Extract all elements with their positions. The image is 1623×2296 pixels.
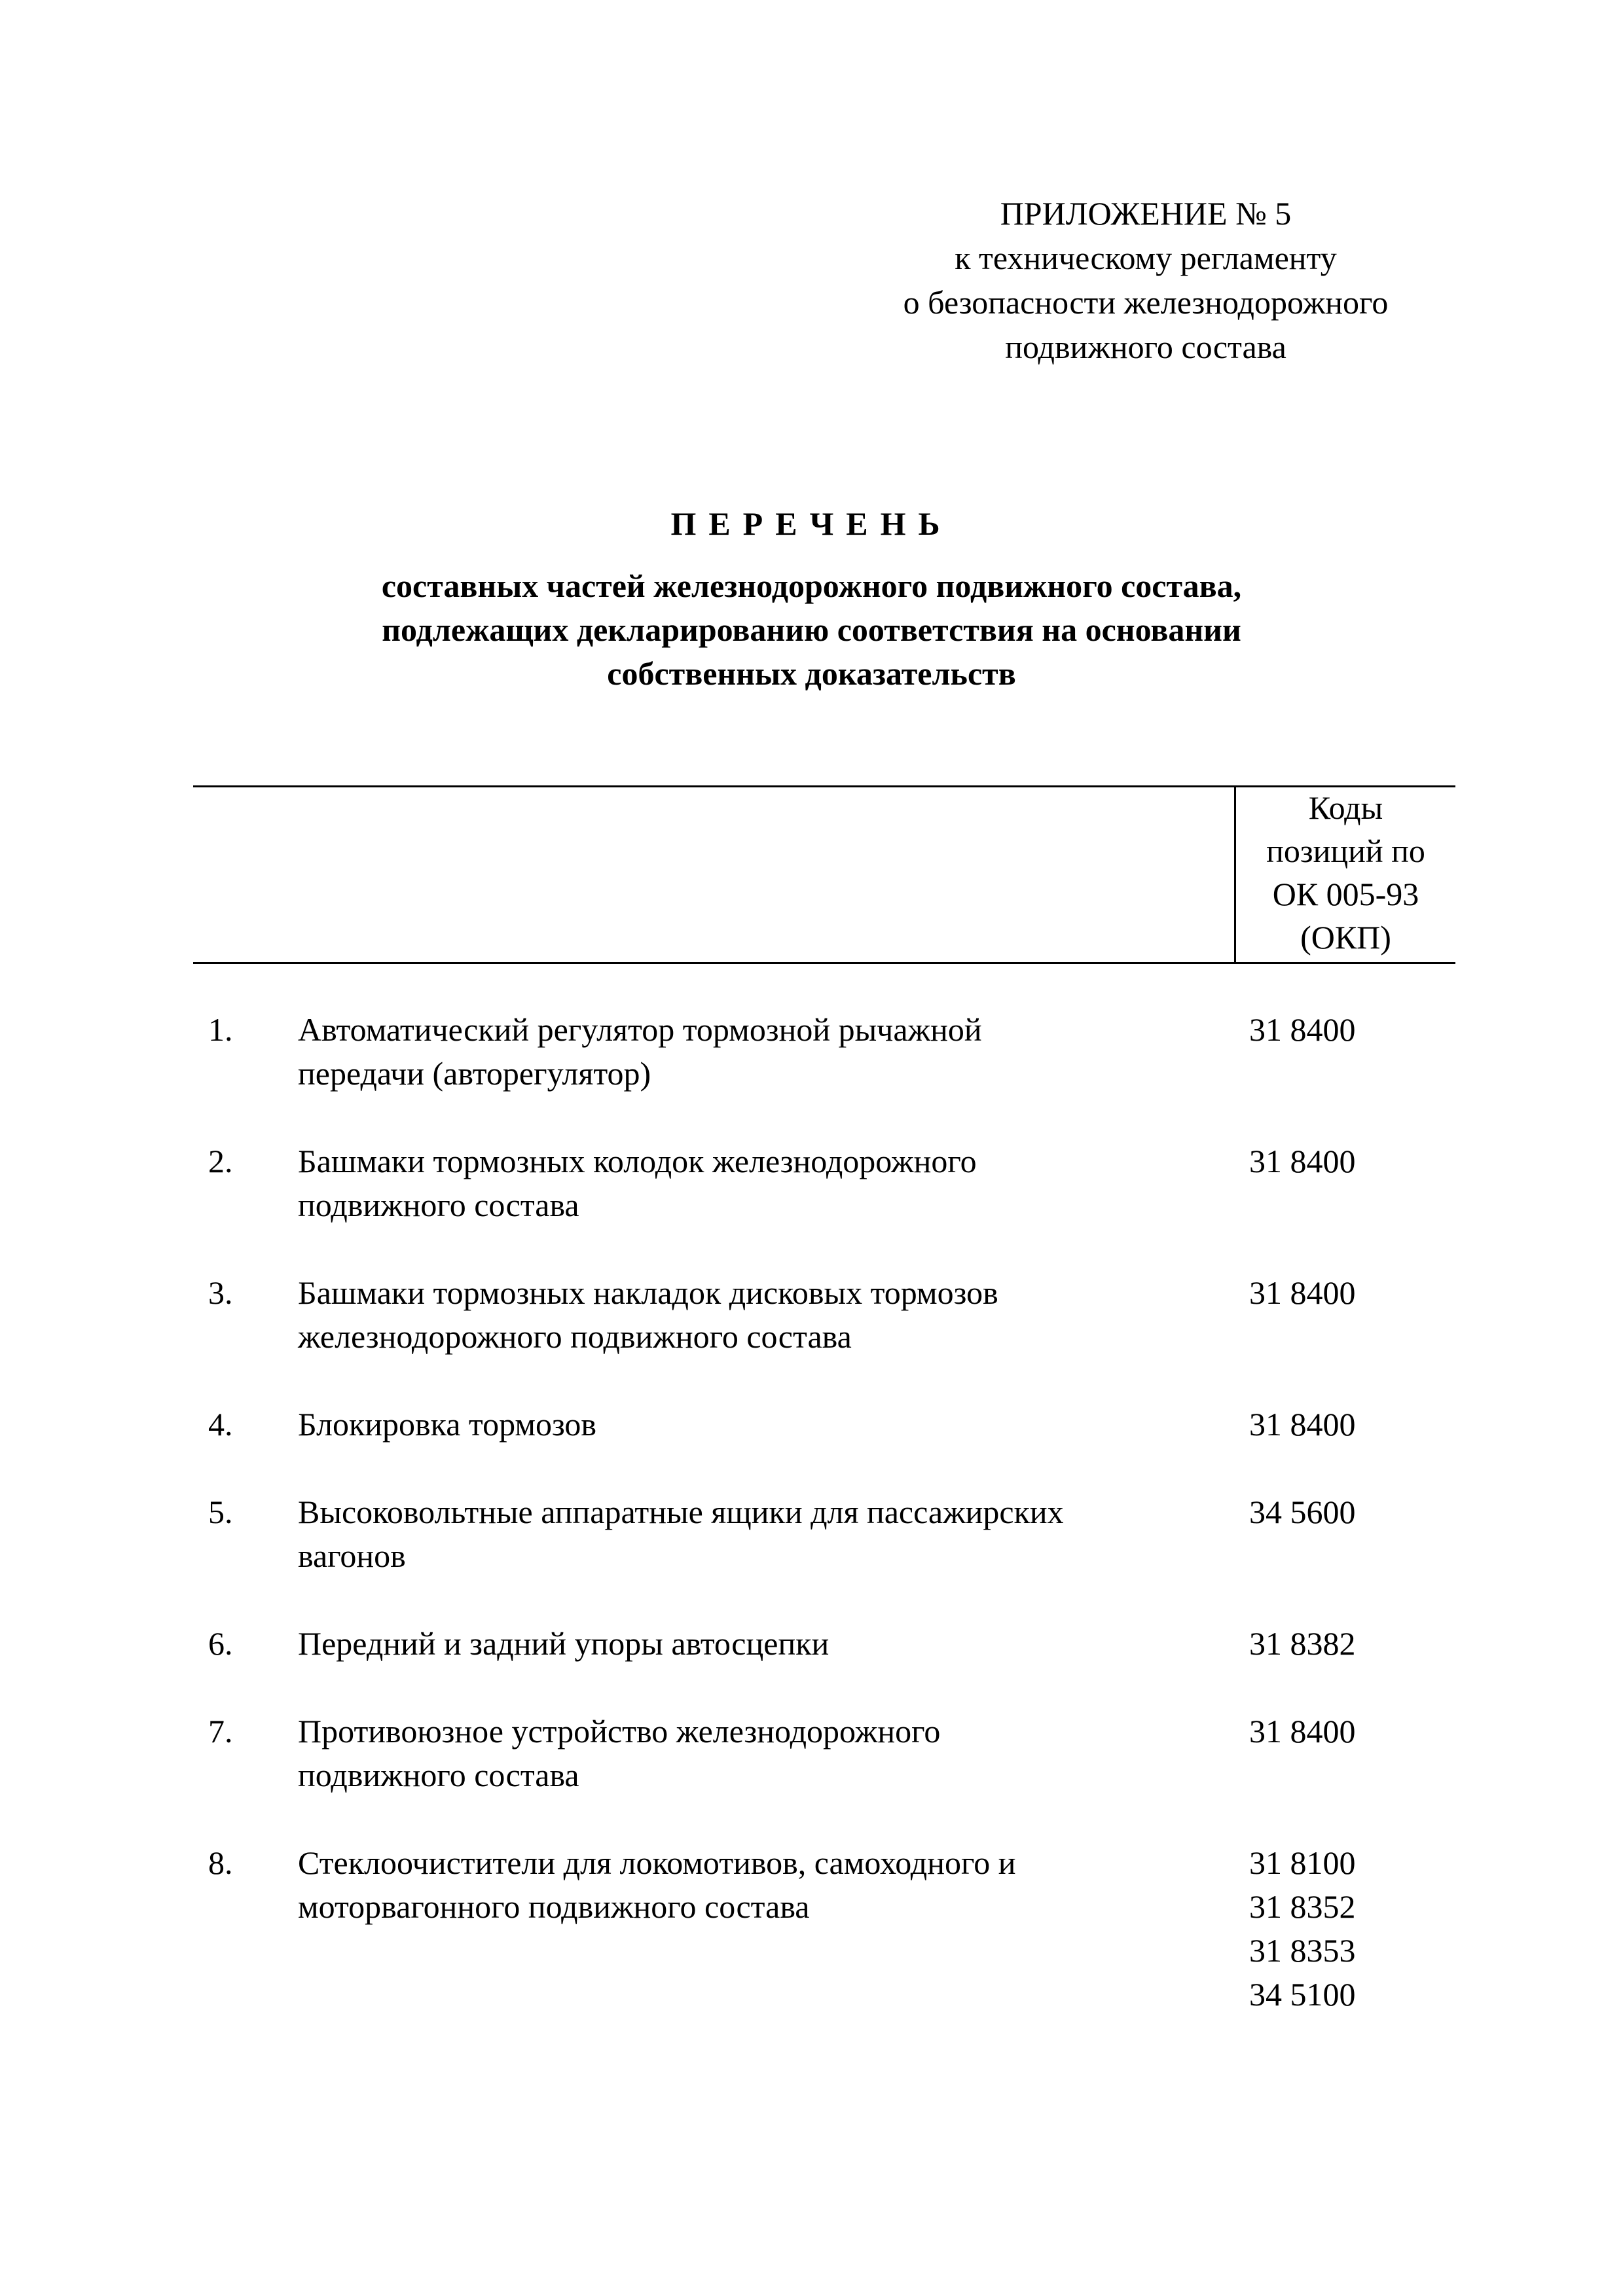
codes-column-header <box>1236 786 1455 959</box>
item-codes <box>1249 1139 1356 1183</box>
appendix-line: к техническому регламенту <box>955 240 1337 276</box>
item-number: 1. <box>208 1011 233 1048</box>
codes-header-line: (ОКП) <box>1300 919 1391 956</box>
item-code: 31 8400 <box>1249 1011 1356 1048</box>
item-code: 31 8100 <box>1249 1844 1356 1881</box>
item-name-line: Высоковольтные аппаратные ящики для пассажирских <box>298 1494 1064 1530</box>
item-name-line: Автоматический регулятор тормозной рычажной <box>298 1011 982 1048</box>
item-name <box>298 1008 1228 1096</box>
item-code: 31 8352 <box>1249 1888 1356 1925</box>
document-title: ПЕРЕЧЕНЬ <box>670 505 953 542</box>
item-name <box>298 1622 1228 1666</box>
item-name <box>298 1841 1228 2017</box>
item-codes <box>1249 1841 1356 2017</box>
item-name-line: вагонов <box>298 1537 406 1574</box>
item-code: 31 8400 <box>1249 1406 1356 1443</box>
item-code: 31 8400 <box>1249 1143 1356 1179</box>
subtitle-line: составных частей железнодорожного подвижного состава, <box>381 567 1242 604</box>
list-item <box>0 1403 1623 1446</box>
item-name-line: моторвагонного подвижного состава <box>298 1888 810 1925</box>
item-number: 2. <box>208 1143 233 1179</box>
document-subtitle <box>0 564 1623 696</box>
item-list <box>0 1008 1623 2060</box>
item-name <box>298 1139 1228 1227</box>
item-codes <box>1249 1008 1356 1052</box>
table-header-bottom-rule <box>193 962 1455 964</box>
codes-header-line: позиций по <box>1266 833 1425 869</box>
appendix-line: подвижного состава <box>1005 329 1286 365</box>
appendix-header <box>746 191 1545 369</box>
item-code: 31 8400 <box>1249 1274 1356 1311</box>
item-name <box>298 1271 1228 1359</box>
item-name-line: Стеклоочистители для локомотивов, самоходного и <box>298 1844 1016 1881</box>
item-name-line: Противоюзное устройство железнодорожного <box>298 1713 941 1749</box>
subtitle-line: собственных доказательств <box>607 655 1016 692</box>
codes-header-line: Коды <box>1308 789 1383 826</box>
list-item <box>0 1622 1623 1666</box>
item-codes <box>1249 1490 1356 1534</box>
list-item <box>0 1008 1623 1096</box>
item-name-line: Передний и задний упоры автосцепки <box>298 1625 830 1662</box>
appendix-line: о безопасности железнодорожного <box>903 284 1389 321</box>
item-name <box>298 1710 1228 1797</box>
list-item <box>0 1139 1623 1227</box>
item-code: 31 8400 <box>1249 1713 1356 1749</box>
item-number: 8. <box>208 1844 233 1881</box>
item-code: 34 5600 <box>1249 1494 1356 1530</box>
item-name-line: подвижного состава <box>298 1757 579 1793</box>
item-name-line: железнодорожного подвижного состава <box>298 1318 852 1355</box>
item-codes <box>1249 1622 1356 1666</box>
item-codes <box>1249 1271 1356 1315</box>
item-name-line: Башмаки тормозных накладок дисковых тормозов <box>298 1274 998 1311</box>
item-name <box>298 1490 1228 1578</box>
item-name <box>298 1403 1228 1446</box>
item-name-line: Башмаки тормозных колодок железнодорожного <box>298 1143 977 1179</box>
appendix-line: ПРИЛОЖЕНИЕ № 5 <box>1000 195 1292 232</box>
item-code: 34 5100 <box>1249 1976 1356 2013</box>
item-name-line: Блокировка тормозов <box>298 1406 597 1443</box>
item-code: 31 8353 <box>1249 1932 1356 1969</box>
item-codes <box>1249 1403 1356 1446</box>
list-item <box>0 1710 1623 1797</box>
item-name-line: передачи (авторегулятор) <box>298 1055 651 1092</box>
list-item <box>0 1271 1623 1359</box>
item-name-line: подвижного состава <box>298 1187 579 1223</box>
list-item <box>0 1841 1623 2017</box>
item-number: 7. <box>208 1713 233 1749</box>
item-number: 5. <box>208 1494 233 1530</box>
subtitle-line: подлежащих декларированию соответствия на основании <box>382 611 1241 648</box>
item-codes <box>1249 1710 1356 1753</box>
item-number: 3. <box>208 1274 233 1311</box>
item-code: 31 8382 <box>1249 1625 1356 1662</box>
codes-header-line: ОК 005-93 <box>1272 876 1419 912</box>
item-number: 6. <box>208 1625 233 1662</box>
item-number: 4. <box>208 1406 233 1443</box>
list-item <box>0 1490 1623 1578</box>
